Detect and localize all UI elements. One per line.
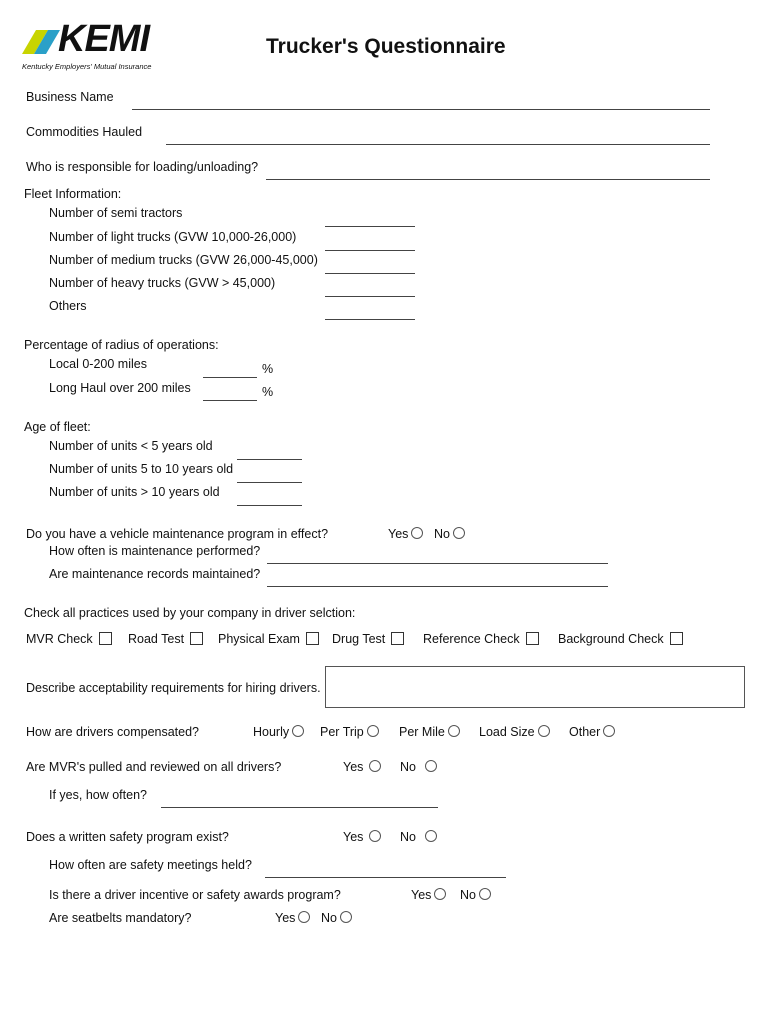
light-field[interactable] <box>325 250 415 251</box>
age-heading: Age of fleet: <box>24 420 91 434</box>
fleet-heading: Fleet Information: <box>24 187 122 201</box>
seatbelts-yes <box>275 911 310 925</box>
seatbelts-no-label: No <box>321 911 337 925</box>
heavy-field[interactable] <box>325 296 415 297</box>
long-field[interactable] <box>203 400 257 401</box>
practice-mvr-label: MVR Check <box>26 632 93 646</box>
mvr-no <box>400 760 437 774</box>
practice-road-label: Road Test <box>128 632 185 646</box>
practice-drug <box>332 632 404 646</box>
business-name-label: Business Name <box>26 90 114 104</box>
maintenance-yes <box>388 527 423 541</box>
practice-physical-checkbox[interactable] <box>306 632 319 645</box>
maintenance-yes-radio[interactable] <box>411 527 423 539</box>
incentive-no-label: No <box>460 888 476 902</box>
seatbelts-no <box>321 911 352 925</box>
maintenance-how-often-label: How often is maintenance performed? <box>49 544 261 558</box>
gt10-field[interactable] <box>237 505 302 506</box>
lt5-label: Number of units < 5 years old <box>49 439 213 453</box>
safety-yes-radio[interactable] <box>369 830 381 842</box>
loading-label: Who is responsible for loading/unloading? <box>26 160 259 174</box>
maintenance-yes-label: Yes <box>388 527 409 541</box>
practice-reference <box>423 632 539 646</box>
heavy-label: Number of heavy trucks (GVW > 45,000) <box>49 276 276 290</box>
r5-10-field[interactable] <box>237 482 302 483</box>
incentive-yes-label: Yes <box>411 888 432 902</box>
radius-heading: Percentage of radius of operations: <box>24 338 219 352</box>
lt5-field[interactable] <box>237 459 302 460</box>
practices-heading: Check all practices used by your company in driver selction: <box>24 606 356 620</box>
comp-per-mile <box>399 725 460 739</box>
maintenance-records-label: Are maintenance records maintained? <box>49 567 261 581</box>
commodities-label: Commodities Hauled <box>26 125 143 139</box>
seatbelts-question: Are seatbelts mandatory? <box>49 911 192 925</box>
incentive-question: Is there a driver incentive or safety awards program? <box>49 888 341 902</box>
semi-label: Number of semi tractors <box>49 206 183 220</box>
mvr-yes <box>343 760 381 774</box>
practice-drug-checkbox[interactable] <box>391 632 404 645</box>
practice-road-checkbox[interactable] <box>190 632 203 645</box>
safety-no <box>400 830 437 844</box>
maintenance-no-radio[interactable] <box>453 527 465 539</box>
maintenance-no <box>434 527 465 541</box>
comp-load-size-radio[interactable] <box>538 725 550 737</box>
comp-per-trip-radio[interactable] <box>367 725 379 737</box>
comp-hourly-label: Hourly <box>253 725 290 739</box>
seatbelts-yes-radio[interactable] <box>298 911 310 923</box>
medium-field[interactable] <box>325 273 415 274</box>
gt10-label: Number of units > 10 years old <box>49 485 220 499</box>
safety-program-question: Does a written safety program exist? <box>26 830 229 844</box>
local-field[interactable] <box>203 377 257 378</box>
comp-load-size-label: Load Size <box>479 725 535 739</box>
describe-label: Describe acceptability requirements for hiring drivers. <box>26 681 321 695</box>
practice-physical <box>218 632 319 646</box>
incentive-yes <box>411 888 446 902</box>
practice-background <box>558 632 683 646</box>
practice-drug-label: Drug Test <box>332 632 386 646</box>
safety-yes <box>343 830 381 844</box>
practice-physical-label: Physical Exam <box>218 632 300 646</box>
mvr-no-label: No <box>400 760 416 774</box>
light-label: Number of light trucks (GVW 10,000-26,000) <box>49 230 297 244</box>
comp-hourly-radio[interactable] <box>292 725 304 737</box>
incentive-yes-radio[interactable] <box>434 888 446 900</box>
r5-10-label: Number of units 5 to 10 years old <box>49 462 234 476</box>
mvr-pulled-question: Are MVR's pulled and reviewed on all drivers? <box>26 760 282 774</box>
logo-wordmark: KEMI <box>58 18 149 60</box>
practice-background-checkbox[interactable] <box>670 632 683 645</box>
comp-per-mile-radio[interactable] <box>448 725 460 737</box>
compensation-question: How are drivers compensated? <box>26 725 199 739</box>
practice-reference-label: Reference Check <box>423 632 520 646</box>
maintenance-records-field[interactable] <box>267 586 608 587</box>
comp-per-trip-label: Per Trip <box>320 725 364 739</box>
comp-other-label: Other <box>569 725 601 739</box>
comp-other <box>569 725 615 739</box>
commodities-field[interactable] <box>166 144 710 145</box>
practice-reference-checkbox[interactable] <box>526 632 539 645</box>
maintenance-how-often-field[interactable] <box>267 563 608 564</box>
comp-hourly <box>253 725 304 739</box>
practice-road <box>128 632 203 646</box>
logo-subtitle: Kentucky Employers' Mutual Insurance <box>22 62 152 71</box>
medium-label: Number of medium trucks (GVW 26,000-45,000) <box>49 253 318 267</box>
semi-field[interactable] <box>325 226 415 227</box>
incentive-no <box>460 888 491 902</box>
describe-field[interactable] <box>325 666 745 708</box>
if-yes-field[interactable] <box>161 807 438 808</box>
comp-per-trip <box>320 725 379 739</box>
others-field[interactable] <box>325 319 415 320</box>
safety-yes-label: Yes <box>343 830 364 844</box>
incentive-no-radio[interactable] <box>479 888 491 900</box>
business-name-field[interactable] <box>132 109 710 110</box>
if-yes-label: If yes, how often? <box>49 788 147 802</box>
comp-other-radio[interactable] <box>603 725 615 737</box>
seatbelts-no-radio[interactable] <box>340 911 352 923</box>
safety-meetings-field[interactable] <box>265 877 506 878</box>
local-pct: % <box>262 362 274 376</box>
kemi-logo-mark-icon <box>22 26 62 60</box>
practice-mvr <box>26 632 112 646</box>
safety-no-radio[interactable] <box>425 830 437 842</box>
comp-per-mile-label: Per Mile <box>399 725 445 739</box>
others-label: Others <box>49 299 87 313</box>
loading-field[interactable] <box>266 179 710 180</box>
long-label: Long Haul over 200 miles <box>49 381 191 395</box>
mvr-yes-label: Yes <box>343 760 364 774</box>
local-label: Local 0-200 miles <box>49 357 147 371</box>
mvr-no-radio[interactable] <box>425 760 437 772</box>
maintenance-question: Do you have a vehicle maintenance program in effect? <box>26 527 329 541</box>
long-pct: % <box>262 385 274 399</box>
practice-background-label: Background Check <box>558 632 664 646</box>
seatbelts-yes-label: Yes <box>275 911 296 925</box>
safety-no-label: No <box>400 830 416 844</box>
mvr-yes-radio[interactable] <box>369 760 381 772</box>
practice-mvr-checkbox[interactable] <box>99 632 112 645</box>
page-title: Trucker's Questionnaire <box>266 35 506 58</box>
safety-meetings-label: How often are safety meetings held? <box>49 858 252 872</box>
comp-load-size <box>479 725 550 739</box>
maintenance-no-label: No <box>434 527 450 541</box>
